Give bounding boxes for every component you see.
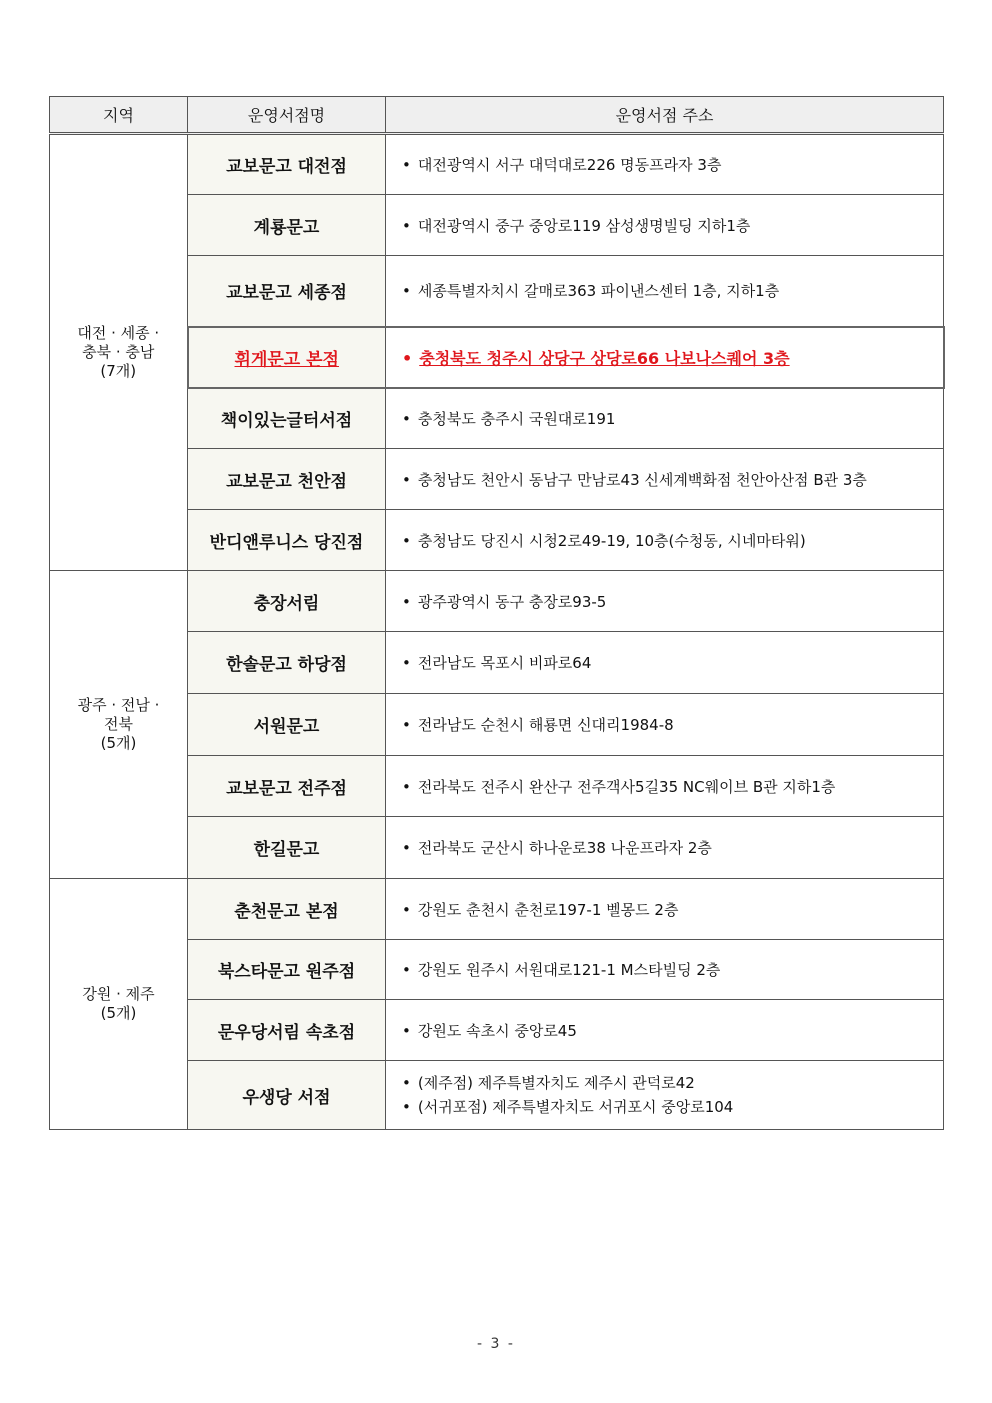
address-text: 강원도 춘천시 춘천로197-1 벨몽드 2층 bbox=[417, 900, 679, 919]
store-address bbox=[386, 449, 944, 510]
table-row bbox=[50, 571, 944, 632]
region-cell-gwangju bbox=[50, 571, 188, 879]
store-name: 우생당 서점 bbox=[188, 1061, 386, 1130]
bullet-icon: • bbox=[402, 900, 411, 919]
address-text: 강원도 속초시 중앙로45 bbox=[417, 1021, 577, 1040]
address-text: 대전광역시 서구 대덕대로226 명동프라자 3층 bbox=[417, 156, 722, 174]
address-text: 전라북도 군산시 하나운로38 나운프라자 2층 bbox=[417, 839, 712, 857]
bullet-icon: • bbox=[402, 839, 411, 857]
store-name: 교보문고 전주점 bbox=[188, 756, 386, 817]
table-row bbox=[50, 134, 944, 195]
store-name: 교보문고 세종점 bbox=[188, 256, 386, 327]
bullet-icon: • bbox=[402, 348, 413, 368]
store-address bbox=[386, 879, 944, 940]
page-number: - 3 - bbox=[477, 1336, 515, 1352]
store-name: 서원문고 bbox=[188, 694, 386, 756]
address-text: 광주광역시 동구 충장로93-5 bbox=[417, 592, 607, 611]
region-count: (5개) bbox=[100, 1004, 137, 1022]
address-text: 세종특별자치시 갈매로363 파이낸스센터 1층, 지하1층 bbox=[417, 282, 780, 301]
bullet-icon: • bbox=[402, 592, 411, 611]
address-text: 대전광역시 중구 중앙로119 삼성생명빌딩 지하1층 bbox=[417, 216, 751, 235]
table-row bbox=[50, 879, 944, 940]
header-store-name: 운영서점명 bbox=[188, 97, 386, 134]
store-name: 충장서림 bbox=[188, 571, 386, 632]
region-cell-gangwon bbox=[50, 879, 188, 1130]
address-text: 충청북도 청주시 상당구 상당로66 나보나스퀘어 3층 bbox=[419, 348, 790, 368]
region-label: 충북 · 충남 bbox=[82, 343, 155, 361]
store-address-highlighted bbox=[386, 327, 944, 388]
store-address bbox=[386, 134, 944, 195]
bullet-icon: • bbox=[402, 716, 411, 734]
address-text: (제주점) 제주특별자치도 제주시 관덕로42 bbox=[417, 1074, 695, 1092]
store-name-highlighted: 휘게문고 본점 bbox=[188, 327, 386, 388]
region-count: (5개) bbox=[100, 734, 137, 752]
bullet-icon: • bbox=[402, 531, 411, 550]
store-address bbox=[386, 256, 944, 327]
store-name: 북스타문고 원주점 bbox=[188, 940, 386, 1000]
store-address bbox=[386, 756, 944, 817]
store-address bbox=[386, 388, 944, 449]
store-name: 교보문고 천안점 bbox=[188, 449, 386, 510]
store-address bbox=[386, 940, 944, 1000]
table-header-row bbox=[50, 97, 944, 134]
address-text: 전라남도 순천시 해룡면 신대리1984-8 bbox=[417, 716, 674, 734]
bookstore-table bbox=[49, 96, 945, 1130]
address-text: 강원도 원주시 서원대로121-1 M스타빌딩 2층 bbox=[417, 961, 721, 979]
region-count: (7개) bbox=[100, 362, 137, 380]
store-name: 한길문고 bbox=[188, 817, 386, 879]
address-text: 충청남도 천안시 동남구 만남로43 신세계백화점 천안아산점 B관 3층 bbox=[417, 470, 867, 489]
region-label: 전북 bbox=[104, 715, 133, 733]
address-text: 전라남도 목포시 비파로64 bbox=[417, 654, 592, 672]
store-name: 문우당서림 속초점 bbox=[188, 1000, 386, 1061]
bullet-icon: • bbox=[402, 1074, 411, 1092]
address-text: (서귀포점) 제주특별자치도 서귀포시 중앙로104 bbox=[417, 1098, 734, 1116]
bullet-icon: • bbox=[402, 470, 411, 489]
store-address bbox=[386, 694, 944, 756]
address-text: 전라북도 전주시 완산구 전주객사5길35 NC웨이브 B관 지하1층 bbox=[417, 777, 836, 796]
store-address bbox=[386, 1000, 944, 1061]
store-address bbox=[386, 195, 944, 256]
region-label: 대전 · 세종 · bbox=[77, 324, 160, 342]
address-line bbox=[402, 1071, 943, 1095]
store-name: 반디앤루니스 당진점 bbox=[188, 510, 386, 571]
store-address bbox=[386, 1061, 944, 1130]
store-name: 교보문고 대전점 bbox=[188, 134, 386, 195]
region-label: 광주 · 전남 · bbox=[77, 696, 160, 714]
store-name: 한솔문고 하당점 bbox=[188, 632, 386, 694]
bullet-icon: • bbox=[402, 1098, 411, 1116]
bullet-icon: • bbox=[402, 1021, 411, 1040]
store-name: 계룡문고 bbox=[188, 195, 386, 256]
store-address bbox=[386, 817, 944, 879]
address-text: 충청남도 당진시 시청2로49-19, 10층(수청동, 시네마타워) bbox=[417, 531, 806, 550]
bullet-icon: • bbox=[402, 961, 411, 979]
bullet-icon: • bbox=[402, 156, 411, 174]
bullet-icon: • bbox=[402, 282, 411, 301]
bullet-icon: • bbox=[402, 409, 411, 428]
header-region: 지역 bbox=[50, 97, 188, 134]
store-address bbox=[386, 571, 944, 632]
bullet-icon: • bbox=[402, 654, 411, 672]
region-label: 강원 · 제주 bbox=[82, 985, 155, 1003]
bullet-icon: • bbox=[402, 777, 411, 796]
store-name: 춘천문고 본점 bbox=[188, 879, 386, 940]
bullet-icon: • bbox=[402, 216, 411, 235]
store-address bbox=[386, 510, 944, 571]
address-text: 충청북도 충주시 국원대로191 bbox=[417, 409, 616, 428]
store-name: 책이있는글터서점 bbox=[188, 388, 386, 449]
store-address bbox=[386, 632, 944, 694]
header-store-address: 운영서점 주소 bbox=[386, 97, 944, 134]
region-cell-daejeon bbox=[50, 134, 188, 571]
address-line bbox=[402, 1095, 943, 1119]
